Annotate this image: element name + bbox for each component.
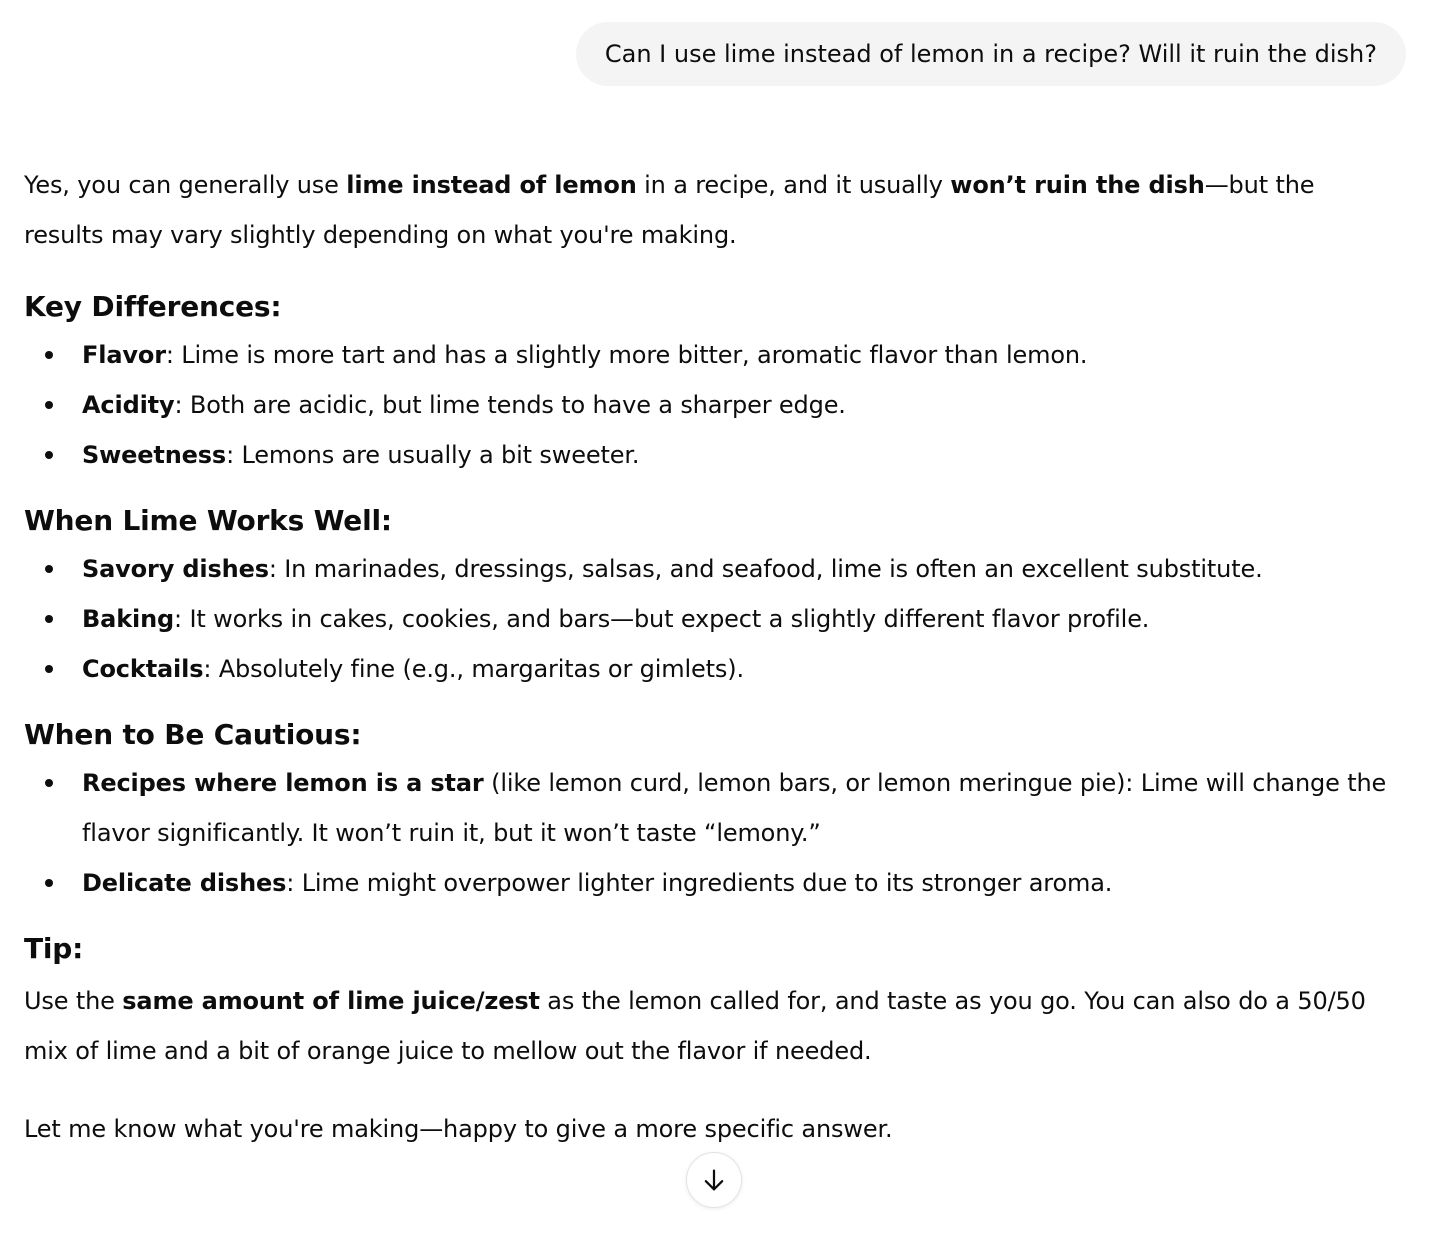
user-message-bubble [576,22,1406,86]
list-item-term: Recipes where lemon is a star [82,769,484,797]
list-item [82,544,1394,594]
list-item [82,594,1394,644]
intro-text-3: —but the results may vary slightly depending on what you're making. [24,171,1315,249]
list-item-term: Delicate dishes [82,869,287,897]
assistant-response [24,160,1394,1154]
when-lime-works-list [24,544,1394,694]
key-differences-list [24,330,1394,480]
list-item [82,644,1394,694]
list-item-term: Flavor [82,341,166,369]
list-item-term: Savory dishes [82,555,269,583]
closing-paragraph: Let me know what you're making—happy to give a more specific answer. [24,1115,893,1143]
intro-bold-1: lime instead of lemon [346,171,637,199]
list-item [82,858,1394,908]
tip-paragraph [24,976,1394,1076]
section-heading-key-differences: Key Differences: [24,290,282,323]
list-item [82,430,1394,480]
list-item-text: : In marinades, dressings, salsas, and seafood, lime is often an excellent substitute. [268,555,1263,583]
list-item-term: Sweetness [82,441,227,469]
user-message-text: Can I use lime instead of lemon in a recipe? Will it ruin the dish? [604,40,1377,68]
scroll-to-bottom-button[interactable] [686,1152,742,1208]
tip-text-1: Use the [24,987,123,1015]
intro-text-2: in a recipe, and it usually [636,171,951,199]
arrow-down-icon [700,1166,728,1194]
list-item [82,758,1394,858]
list-item-text: (like lemon curd, lemon bars, or lemon meringue pie): Lime will change the flavor significantly. It won’t ruin it, but it won’t taste “lemony.” [82,769,1387,847]
section-heading-when-cautious: When to Be Cautious: [24,718,362,751]
tip-bold: same amount of lime juice/zest [122,987,540,1015]
section-heading-when-lime-works: When Lime Works Well: [24,504,392,537]
intro-text-1: Yes, you can generally use [24,171,347,199]
list-item-term: Baking [82,605,175,633]
list-item-text: : Lime is more tart and has a slightly more bitter, aromatic flavor than lemon. [165,341,1088,369]
list-item-term: Acidity [82,391,175,419]
intro-paragraph [24,160,1394,260]
intro-bold-2: won’t ruin the dish [950,171,1205,199]
tip-text-2: as the lemon called for, and taste as you go. You can also do a 50/50 mix of lime and a bit of orange juice to mellow out the flavor if needed. [24,987,1366,1065]
list-item-term: Cocktails [82,655,204,683]
list-item [82,380,1394,430]
list-item-text: : Absolutely fine (e.g., margaritas or gimlets). [203,655,744,683]
list-item-text: : Both are acidic, but lime tends to have a sharper edge. [174,391,846,419]
section-heading-tip: Tip: [24,932,84,965]
when-cautious-list [24,758,1394,908]
list-item [82,330,1394,380]
list-item-text: : Lime might overpower lighter ingredients due to its stronger aroma. [286,869,1113,897]
list-item-text: : Lemons are usually a bit sweeter. [226,441,640,469]
list-item-text: : It works in cakes, cookies, and bars—but expect a slightly different flavor profile. [174,605,1150,633]
